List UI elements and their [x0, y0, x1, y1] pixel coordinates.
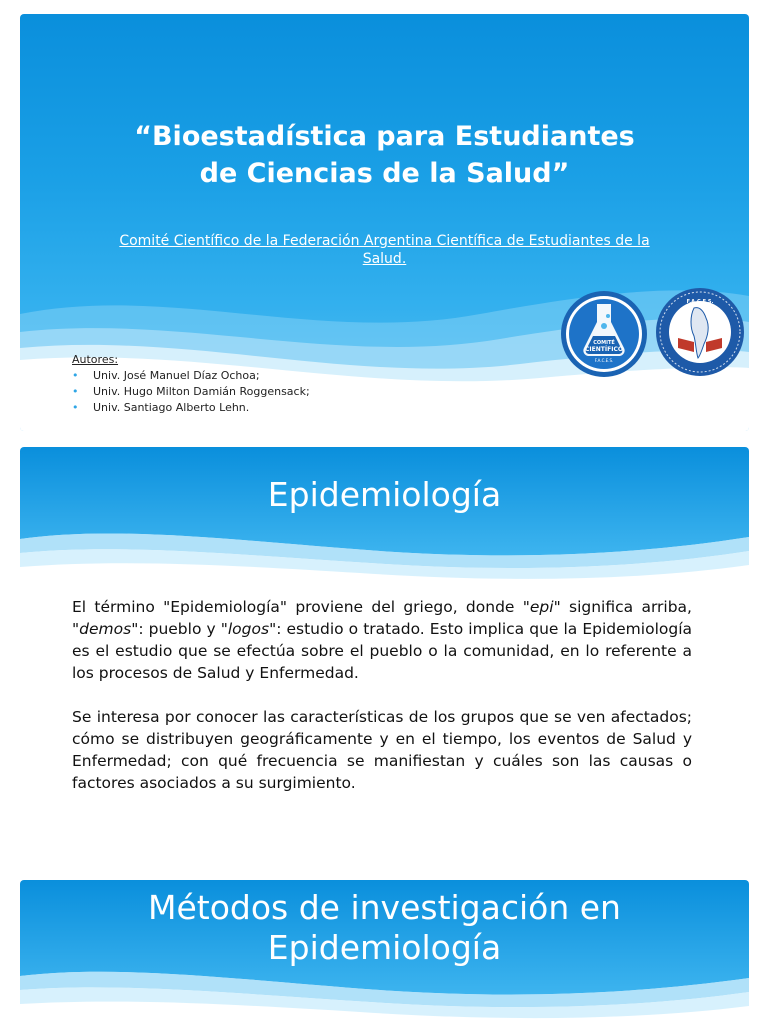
author-name: Univ. Hugo Milton Damián Roggensack;	[93, 385, 310, 398]
paragraph-etymology	[72, 596, 692, 684]
author-item	[72, 400, 310, 416]
author-item	[72, 368, 310, 384]
author-item	[72, 384, 310, 400]
presentation-title	[60, 118, 709, 192]
text-run: ": estudio o tratado. Esto implica que la Epidemiología es el estudio que se efectúa sobre el pueblo o la comunidad, en lo referente a los procesos de Salud y Enfermedad.	[72, 620, 693, 682]
comite-cientifico-logo	[560, 288, 648, 380]
slide-header-band	[20, 447, 749, 587]
text-run: El término "Epidemiología" proviene del griego, donde "	[72, 598, 530, 616]
title-line-1: Métodos de investigación en	[148, 888, 621, 927]
slide-title: Epidemiología	[267, 475, 502, 514]
title-line-1: “Bioestadística para Estudiantes	[134, 121, 635, 152]
paragraph-scope: Se interesa por conocer las características de los grupos que se ven afectados; cómo se distribuyen geográficamente y en el tiempo, los eventos de Salud y Enfermedad; con qué frecuencia se manifiestan y cuáles son las causas o factores asociados a su surgimiento.	[72, 708, 692, 792]
slide-title	[20, 888, 749, 968]
bullet-icon: •	[72, 369, 79, 382]
epidemiologia-slide	[20, 447, 749, 867]
title-slide	[20, 14, 749, 431]
text-run: ": pueblo y "	[131, 620, 228, 638]
author-name: Univ. José Manuel Díaz Ochoa;	[93, 369, 260, 382]
logo-faces-acronym: F.A.C.E.S.	[686, 299, 714, 305]
slide-body	[72, 596, 692, 816]
metodos-slide	[20, 880, 749, 1024]
author-name: Univ. Santiago Alberto Lehn.	[93, 401, 250, 414]
subtitle-link[interactable]: Comité Científico de la Federación Argentina Científica de Estudiantes de la Salud.	[119, 233, 650, 267]
title-line-2: de Ciencias de la Salud”	[199, 158, 570, 189]
title-line-2: Epidemiología	[267, 928, 502, 967]
faces-logo	[654, 286, 746, 378]
term-logos: logos	[227, 620, 270, 638]
text-run: " significa arriba, "	[72, 598, 692, 638]
logo-comite-line1: COMITÉ	[593, 340, 615, 346]
bullet-icon: •	[72, 385, 79, 398]
bullet-icon: •	[72, 401, 79, 414]
authors-list	[72, 368, 310, 416]
term-demos: demos	[79, 620, 132, 638]
authors-block	[72, 352, 310, 416]
logo-comite-line2: CIENTÍFICO	[585, 346, 623, 353]
logo-comite-line3: F.A.C.E.S.	[594, 358, 614, 363]
term-epi: epi	[529, 598, 554, 616]
authors-heading: Autores:	[72, 353, 119, 366]
